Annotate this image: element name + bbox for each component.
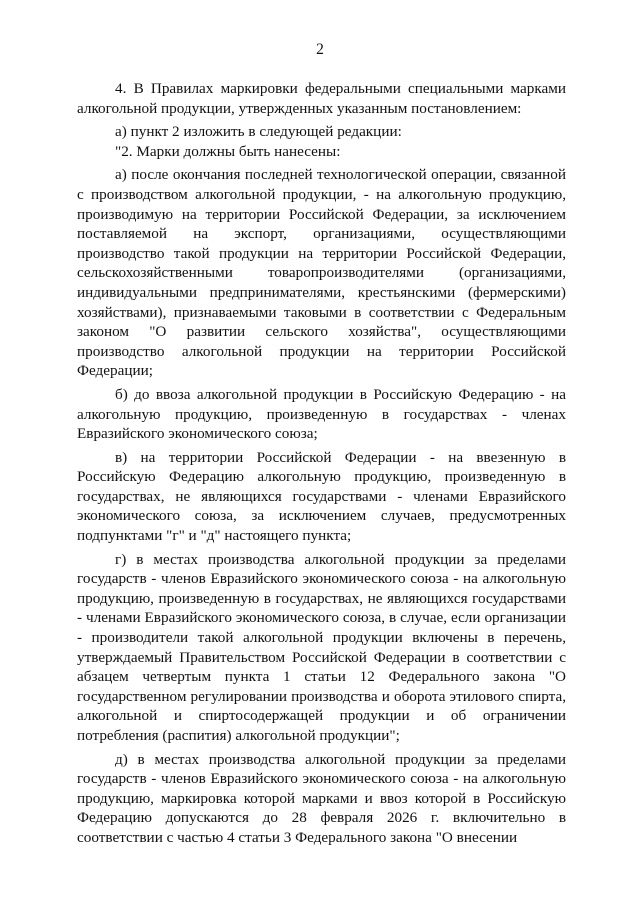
paragraph-subitem-a: а) пункт 2 изложить в следующей редакции: [115, 123, 402, 141]
paragraph-clause-v: в) на территории Российской Федерации - на ввезенную в Российскую Федерацию алкогольную продукцию, произведенную в государствах, не являющихся государствами - членами Евразийского экономического союза, за исключением случаев, предусмотренных подпунктами "г" и "д" настоящего пункта; [77, 448, 566, 545]
document-body [77, 79, 566, 852]
paragraph-clause-g: г) в местах производства алкогольной продукции за пределами государств - членов Евразийского экономического союза - на алкогольную продукцию, произведенную в государствах, не являющихся государствами - членами Евразийского экономического союза, в случае, если организации - производители такой алкогольной продукции включены в перечень, утверждаемый Правительством Российской Федерации в соответствии с абзацем четвертым пункта 1 статьи 12 Федерального закона "О государственном регулировании производства и оборота этилового спирта, алкогольной и спиртосодержащей продукции и об ограничении потребления (распития) алкогольной продукции"; [77, 550, 566, 744]
paragraph-clause-a: а) после окончания последней технологической операции, связанной с производством алкогольной продукции, - на алкогольную продукцию, производимую на территории Российской Федерации, за исключением поставляемой на экспорт, организациями, осуществляющими производство такой продукции на территории Российской Федерации, сельскохозяйственными товаропроизводителями (организациями, индивидуальными предпринимателями, крестьянскими (фермерскими) хозяйствами), признаваемыми таковыми в соответствии с Федеральным законом "О развитии сельского хозяйства", осуществляющими производство алкогольной продукции на территории Российской Федерации; [77, 166, 566, 380]
paragraph-item-4: 4. В Правилах маркировки федеральными специальными марками алкогольной продукции, утвержденных указанным постановлением: [77, 80, 566, 117]
paragraph-clause-d: д) в местах производства алкогольной продукции за пределами государств - членов Евразийского экономического союза - на алкогольную продукцию, маркировка которой марками и ввоз которой в Российскую Федерацию допускаются до 28 февраля 2026 г. включительно в соответствии с частью 4 статьи 3 Федерального закона "О внесении [77, 750, 566, 846]
paragraph-marks-heading: "2. Марки должны быть нанесены: [115, 142, 341, 160]
paragraph-clause-b: б) до ввоза алкогольной продукции в Российскую Федерацию - на алкогольную продукцию, произведенную в государствах - членах Евразийского экономического союза; [77, 385, 566, 443]
page-number: 2 [316, 41, 324, 58]
